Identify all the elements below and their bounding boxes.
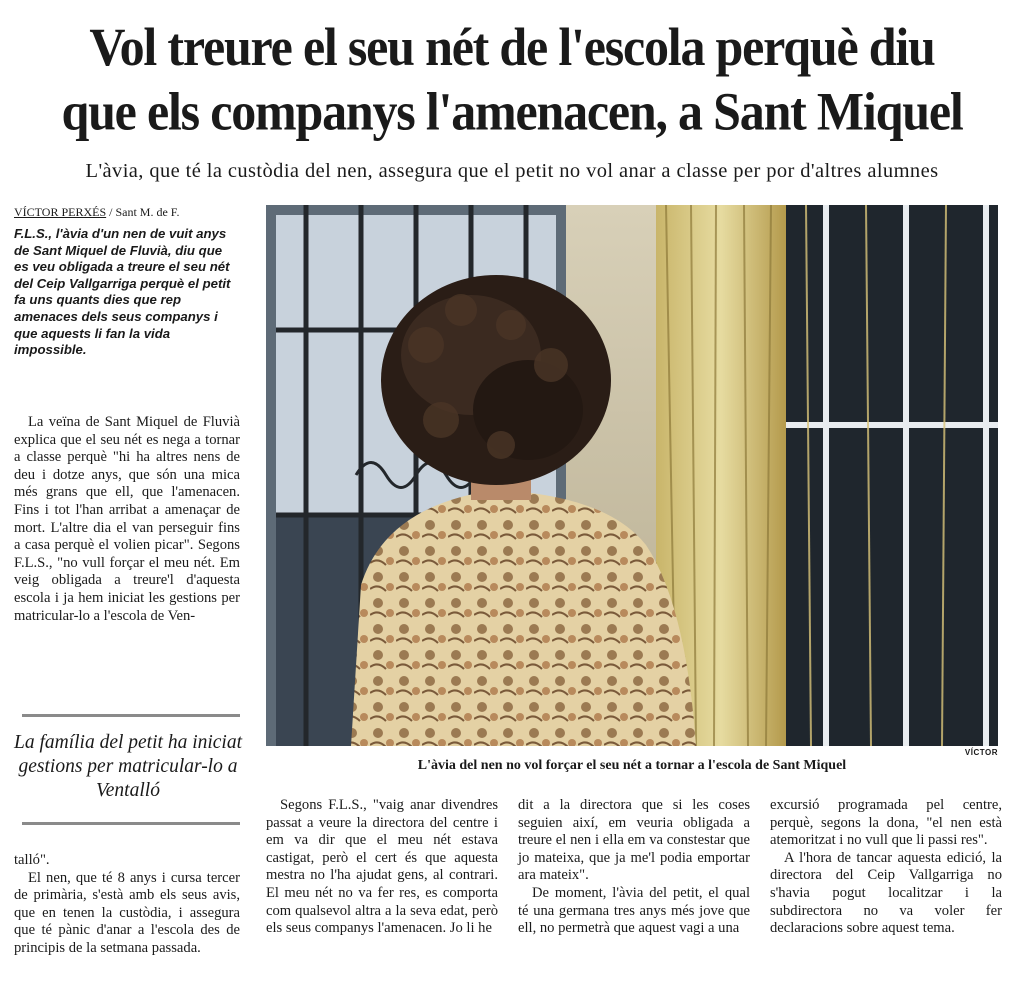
column-4-paragraph-2: A l'hora de tancar aquesta edició, la directora del Ceip Vallgarriga no s'havia pogut localitzar i la subdirectora no va voler fer declaracions sobre aquest tema. (770, 849, 1002, 937)
headline-line-1: Vol treure el seu nét de l'escola perquè diu (89, 16, 935, 77)
byline-author: VÍCTOR PERXÉS (14, 205, 107, 219)
column-1-text (14, 414, 240, 625)
column-1-continued-paragraph: El nen, que té 8 anys i cursa tercer de primària, s'està amb els seus avis, que en tenen la custòdia, i assegura que té pànic d'anar a l'escola des de principis de la setmana passada. (14, 869, 240, 956)
pullquote: La família del petit ha iniciat gestions per matricular-lo a Ventalló (13, 732, 243, 801)
column-3-paragraph-1: dit a la directora que si les coses seguien així, em veuria obligada a treure el nen i ella em va constestar que jo mateixa, que ja me'l podia emportar ara mateix". (518, 797, 750, 884)
headline (0, 14, 1024, 144)
subheadline: L'àvia, que té la custòdia del nen, assegura que el petit no vol anar a classe per por d'altres alumnes (85, 160, 939, 182)
column-2-paragraph: Segons F.L.S., "vaig anar divendres passat a veure la directora del centre i em va dir que el meu nét estava castigat, però el cert és que aquesta mestra no l'ha ajudat gens, al contrari. El meu nét no va fer res, es comporta com qualsevol altra a la seva edat, però els seus companys l'amenacen. Jo li he (266, 797, 498, 937)
column-4-text (770, 797, 1002, 938)
column-2-text (266, 797, 498, 938)
byline-location: / Sant M. de F. (106, 205, 180, 219)
column-1-paragraph: La veïna de Sant Miquel de Fluvià explica que el seu nét es nega a tornar a classe perquè "hi ha altres nens de deu i dotze anys, que són una mica més grans que ell, que l'amenacen. Fins i tot l'han arribat a amenaçar de mort. L'altre dia el van perseguir fins a casa perquè el volien picar". Segons F.L.S., "no vull forçar el meu nét. Em veig obligada a treure'l d'aquesta escola i ja hem iniciat les gestions per matricular-lo a l'escola de Ven- (14, 414, 240, 624)
lead-paragraph: F.L.S., l'àvia d'un nen de vuit anys de Sant Miquel de Fluvià, diu que es veu obligada a treure el seu nét del Ceip Vallgarriga perquè el petit fa uns quants dies que rep amenaces dels seus companys i que aquests li fan la vida impossible. (14, 226, 231, 358)
column-3-text (518, 797, 750, 938)
photo-caption: L'àvia del nen no vol forçar el seu nét a tornar a l'escola de Sant Miquel (417, 758, 847, 773)
photo-grandmother-at-window (266, 205, 998, 746)
pullquote-top-rule (22, 714, 240, 717)
headline-line-2: que els companys l'amenacen, a Sant Miquel (61, 80, 963, 142)
column-4-paragraph-1: excursió programada pel centre, perquè, segons la dona, "el nen està atemoritzat i no vull que li passi res". (770, 797, 1002, 849)
article-photo (266, 205, 998, 746)
byline (14, 205, 180, 220)
column-1-continued (14, 852, 240, 958)
column-3-paragraph-2: De moment, l'àvia del petit, el qual té una germana tres anys més jove que ell, no permetrà que aquest vagi a una (518, 884, 750, 937)
column-1-continued-fragment: talló". (14, 852, 50, 868)
photo-credit: VÍCTOR (964, 748, 998, 757)
pullquote-bottom-rule (22, 822, 240, 825)
